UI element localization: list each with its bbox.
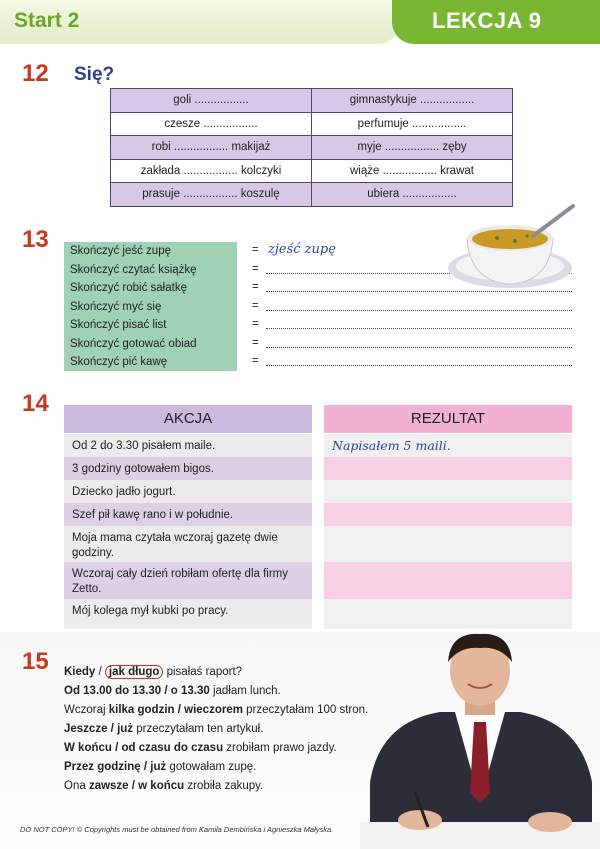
answer-cell[interactable] xyxy=(324,480,572,503)
handwritten-answer: zjeść zupę xyxy=(268,242,336,257)
list-item: Skończyć myć się xyxy=(70,300,162,313)
answer-line[interactable] xyxy=(266,310,572,311)
option[interactable]: Jeszcze / już xyxy=(64,723,134,735)
exercise-12-number: 12 xyxy=(22,60,49,87)
equals-sign: = xyxy=(252,244,259,256)
answer-line[interactable] xyxy=(266,328,572,329)
table-cell[interactable]: perfumuje ................. xyxy=(312,112,513,136)
table-cell[interactable]: czesze ................. xyxy=(111,112,312,136)
table-cell[interactable]: myje ................. zęby xyxy=(312,136,513,160)
answer-line[interactable] xyxy=(266,365,572,366)
option[interactable]: zawsze / w końcu xyxy=(88,780,185,792)
answer-cell[interactable] xyxy=(324,562,572,599)
table-cell[interactable]: robi ................. makijaż xyxy=(111,136,312,160)
level-label: Start 2 xyxy=(14,9,80,32)
list-item: Skończyć jeść zupę xyxy=(70,245,171,257)
exercise-12-table xyxy=(110,88,513,207)
list-item: Skończyć pisać list xyxy=(70,319,167,331)
businessman-image xyxy=(360,632,600,849)
table-row: Wczoraj cały dzień robiłam ofertę dla firmy Zetto. xyxy=(64,562,312,599)
answer-cell[interactable] xyxy=(324,599,572,629)
sentence-4: Jeszcze / już przeczytałam ten artykuł. xyxy=(64,723,264,735)
list-item: Skończyć pić kawę xyxy=(70,356,168,368)
sentence-7: Ona zawsze / w końcu zrobiła zakupy. xyxy=(64,780,264,792)
column-header-akcja: AKCJA xyxy=(64,405,312,433)
equals-sign: = xyxy=(252,318,259,330)
column-header-rezultat: REZULTAT xyxy=(324,405,572,433)
equals-sign: = xyxy=(252,336,259,349)
option[interactable]: Kiedy xyxy=(64,666,96,678)
header-level-tab xyxy=(0,0,400,44)
table-cell[interactable]: prasuje ................. koszulę xyxy=(111,183,312,207)
exercise-12-title: Się? xyxy=(74,64,115,85)
sentence-3: Wczoraj kilka godzin / wieczorem przeczytałam 100 stron. xyxy=(64,704,369,716)
table-cell[interactable]: zakłada ................. kolczyki xyxy=(111,159,312,183)
sentence-6: Przez godzinę / już gotowałam zupę. xyxy=(64,761,257,773)
table-cell[interactable]: wiąże ................. krawat xyxy=(312,159,513,183)
soup-bowl-image xyxy=(445,200,585,300)
answer-cell[interactable] xyxy=(324,503,572,526)
equals-sign: = xyxy=(252,355,259,367)
equals-sign: = xyxy=(252,262,259,275)
header-lesson-tab xyxy=(392,0,600,44)
list-item: Skończyć czytać książkę xyxy=(70,263,197,276)
handwritten-answer: Napisałem 5 maili. xyxy=(332,438,451,453)
table-cell[interactable]: ubiera ................. xyxy=(312,183,513,207)
table-row: Szef pił kawę rano i w południe. xyxy=(64,503,312,526)
list-item: Skończyć robić sałatkę xyxy=(70,282,187,294)
list-item: Skończyć gotować obiad xyxy=(70,337,197,350)
table-cell[interactable]: gimnastykuje ................. xyxy=(312,89,513,113)
table-row: 3 godziny gotowałem bigos. xyxy=(64,457,312,480)
option[interactable]: kilka godzin / wieczorem xyxy=(108,704,243,716)
table-row: Moja mama czytała wczoraj gazetę dwie godziny. xyxy=(64,526,312,562)
exercise-15-number: 15 xyxy=(22,648,49,675)
page-header xyxy=(0,0,600,44)
exercise-14-number: 14 xyxy=(22,390,49,417)
lesson-label: LEKCJA 9 xyxy=(432,8,542,33)
option[interactable]: W końcu / od czasu do czasu xyxy=(64,742,224,754)
circled-option[interactable]: jak długo xyxy=(105,665,163,679)
sentence-2: Od 13.00 do 13.30 / o 13.30 jadłam lunch. xyxy=(64,685,281,697)
table-cell[interactable]: goli ................. xyxy=(111,89,312,113)
sentence-5: W końcu / od czasu do czasu zrobiłam prawo jazdy. xyxy=(64,742,337,754)
copyright-footer: DO NOT COPY! © Copyrights must be obtained from Kamila Dembińska i Agnieszka Małyska. xyxy=(20,825,334,834)
option[interactable]: Od 13.00 do 13.30 / o 13.30 xyxy=(64,685,210,697)
option[interactable]: Przez godzinę / już xyxy=(64,761,167,773)
answer-cell[interactable] xyxy=(324,457,572,480)
equals-sign: = xyxy=(252,281,259,293)
table-row: Dziecko jadło jogurt. xyxy=(64,480,312,503)
equals-sign: = xyxy=(252,299,259,312)
table-row: Mój kolega mył kubki po pracy. xyxy=(64,599,312,629)
sentence-1: Kiedy / jak długo pisałaś raport? xyxy=(64,666,243,678)
answer-line[interactable] xyxy=(266,347,572,348)
exercise-13-number: 13 xyxy=(22,226,49,253)
answer-cell[interactable] xyxy=(324,526,572,562)
table-row: Od 2 do 3.30 pisałem maile. xyxy=(64,434,312,457)
